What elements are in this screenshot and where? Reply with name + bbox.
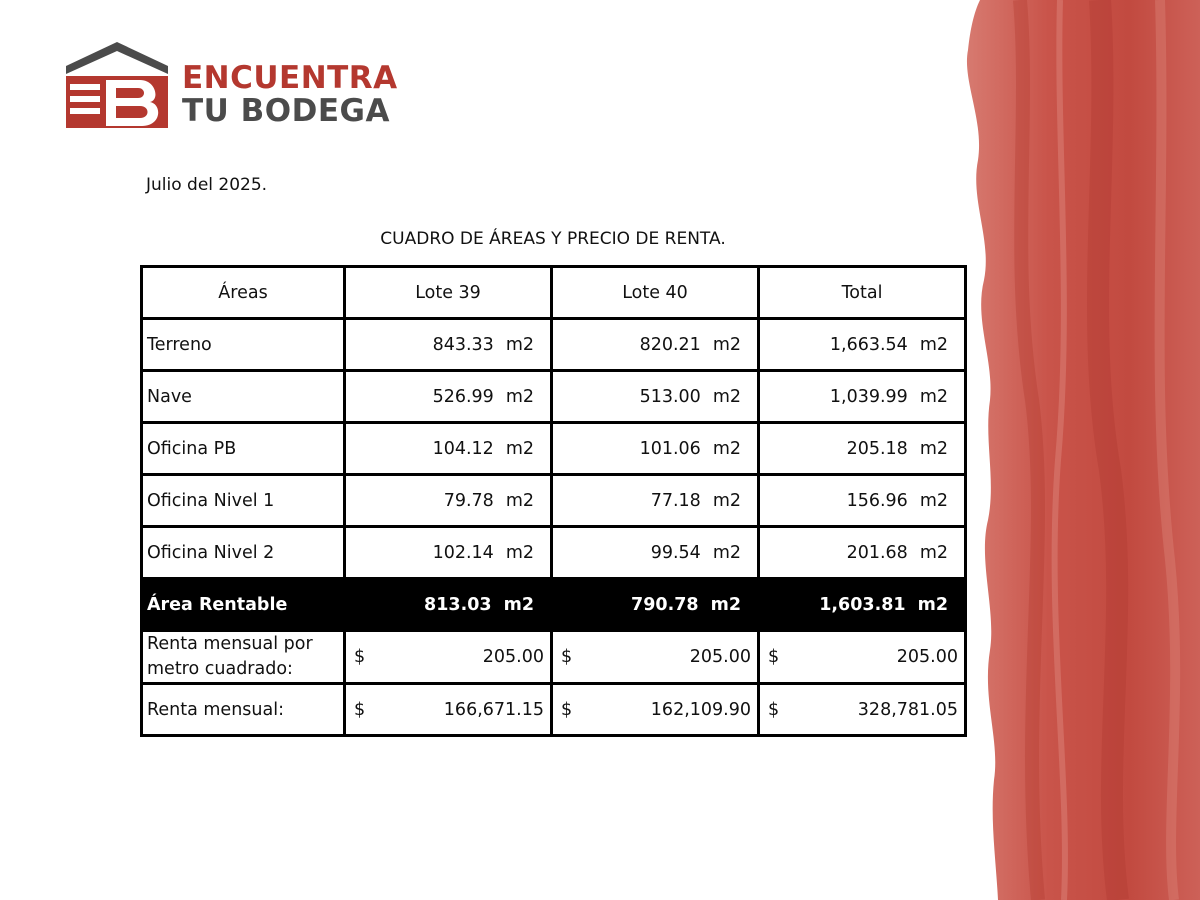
table-row bbox=[142, 371, 966, 423]
cell-total: 205.18 m2 bbox=[759, 423, 966, 475]
monthly-rent-row bbox=[142, 684, 966, 736]
row-label: Terreno bbox=[142, 319, 345, 371]
table-title: CUADRO DE ÁREAS Y PRECIO DE RENTA. bbox=[380, 229, 726, 249]
cell-lote-39: 526.99 m2 bbox=[345, 371, 552, 423]
row-label: Renta mensual por metro cuadrado: bbox=[142, 631, 345, 684]
table-row bbox=[142, 475, 966, 527]
cell-lote-40: $ 205.00 bbox=[552, 631, 759, 684]
row-label: Oficina PB bbox=[142, 423, 345, 475]
cell-lote-40: 99.54 m2 bbox=[552, 527, 759, 579]
cell-lote-39: 79.78 m2 bbox=[345, 475, 552, 527]
row-label: Nave bbox=[142, 371, 345, 423]
row-label: Oficina Nivel 2 bbox=[142, 527, 345, 579]
cell-lote-40: $ 162,109.90 bbox=[552, 684, 759, 736]
cell-total: 1,603.81 m2 bbox=[759, 579, 966, 631]
cell-lote-39: $ 166,671.15 bbox=[345, 684, 552, 736]
red-brush-stroke-decoration bbox=[960, 0, 1200, 900]
row-label: Renta mensual: bbox=[142, 684, 345, 736]
cell-lote-40: 101.06 m2 bbox=[552, 423, 759, 475]
table-row bbox=[142, 423, 966, 475]
row-label: Área Rentable bbox=[142, 579, 345, 631]
brand-wordmark bbox=[182, 62, 398, 128]
header-lote-39: Lote 39 bbox=[345, 267, 552, 319]
cell-total: 156.96 m2 bbox=[759, 475, 966, 527]
areas-price-table bbox=[140, 265, 967, 737]
header-lote-40: Lote 40 bbox=[552, 267, 759, 319]
warehouse-logo-icon bbox=[66, 40, 168, 130]
cell-lote-39: 843.33 m2 bbox=[345, 319, 552, 371]
row-label: Oficina Nivel 1 bbox=[142, 475, 345, 527]
cell-total: 1,039.99 m2 bbox=[759, 371, 966, 423]
cell-lote-40: 77.18 m2 bbox=[552, 475, 759, 527]
brand-logo bbox=[66, 40, 406, 132]
cell-total: 1,663.54 m2 bbox=[759, 319, 966, 371]
rentable-area-row bbox=[142, 579, 966, 631]
table-row bbox=[142, 527, 966, 579]
cell-lote-39: $ 205.00 bbox=[345, 631, 552, 684]
cell-total: 201.68 m2 bbox=[759, 527, 966, 579]
cell-total: $ 205.00 bbox=[759, 631, 966, 684]
table-row bbox=[142, 319, 966, 371]
cell-lote-39: 104.12 m2 bbox=[345, 423, 552, 475]
brand-line-2: TU BODEGA bbox=[182, 93, 390, 129]
cell-lote-40: 790.78 m2 bbox=[552, 579, 759, 631]
brand-line-1: ENCUENTRA bbox=[182, 60, 398, 96]
table-header-row bbox=[142, 267, 966, 319]
cell-lote-40: 513.00 m2 bbox=[552, 371, 759, 423]
price-per-m2-row bbox=[142, 631, 966, 684]
header-areas: Áreas bbox=[142, 267, 345, 319]
document-date: Julio del 2025. bbox=[146, 175, 268, 195]
header-total: Total bbox=[759, 267, 966, 319]
cell-lote-39: 813.03 m2 bbox=[345, 579, 552, 631]
cell-lote-40: 820.21 m2 bbox=[552, 319, 759, 371]
cell-lote-39: 102.14 m2 bbox=[345, 527, 552, 579]
cell-total: $ 328,781.05 bbox=[759, 684, 966, 736]
